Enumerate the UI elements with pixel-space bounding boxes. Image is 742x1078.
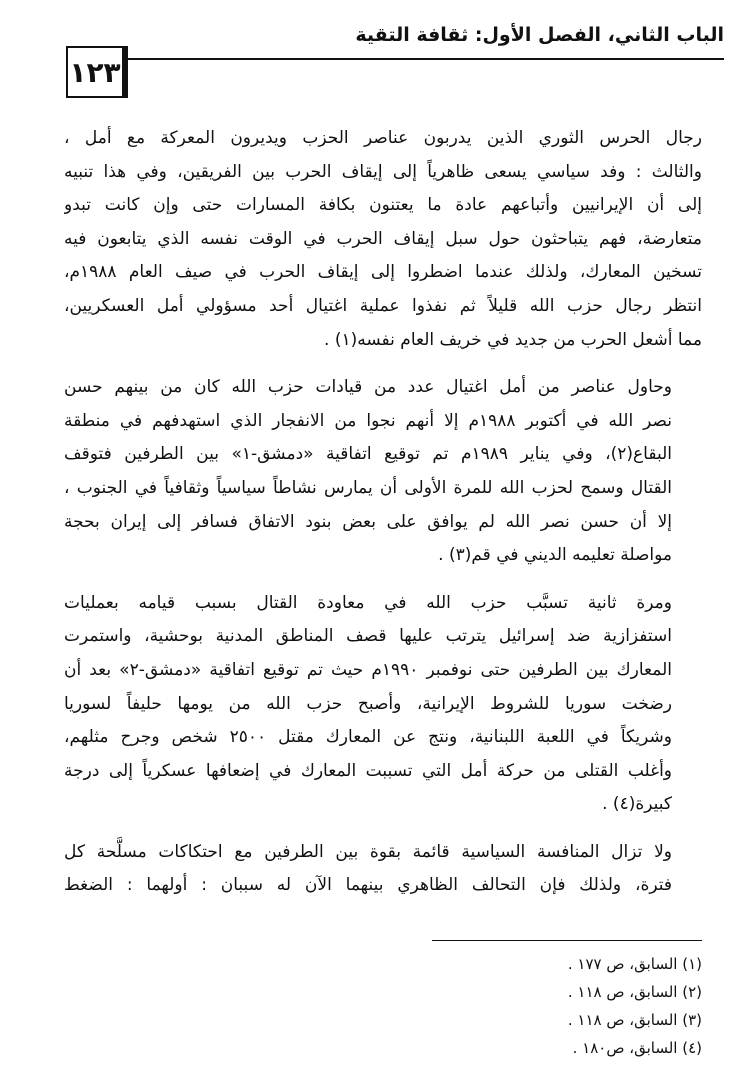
page-header [44,18,724,102]
footnotes [402,950,702,1062]
header-rule [122,58,724,60]
text-line: متعارضة، فهم يتباحثون حول سبل إيقاف الحرب في الوقت نفسه الذي يتابعون فيه [64,228,702,249]
running-title: الباب الثاني، الفصل الأول: ثقافة التقية [355,24,724,46]
text-line: إلى أن الإيرانيين وأتباعهم عادة ما يعتنون بكافة المسارات حتى وإن كانت تبدو [64,195,702,216]
text-line: المعارك بين الطرفين حتى نوفمبر ١٩٩٠م حيث تم توقيع اتفاقية «دمشق-٢» بعد أن [64,659,672,680]
text-line: نصر الله في أكتوبر ١٩٨٨م إلا أنهم نجوا من الانفجار الذي استهدفهم في منطقة [64,410,672,431]
text-line: مما أشعل الحرب من جديد في خريف العام نفسه(١) . [324,329,702,350]
text-line: استفزازية ضد إسرائيل يترتب عليها قصف المناطق المدنية بوحشية، واستمرت [64,626,672,647]
text-line: البقاع(٢)، وفي يناير ١٩٨٩م تم توقيع اتفاقية «دمشق-١» بين الطرفين فتوقف [64,444,672,465]
text-line: وحاول عناصر من أمل اغتيال عدد من قيادات حزب الله كان من بينهم حسن [64,377,672,398]
text-line: ومرة ثانية تسبَّب حزب الله في معاودة القتال بسبب قيامه بعمليات [64,592,672,613]
text-line: القتال وسمح لحزب الله للمرة الأولى أن يمارس نشاطاً سياسياً وثقافياً في الجنوب ، [64,477,672,498]
footnote-separator [432,940,702,941]
paragraph-1 [64,122,702,357]
footnote-2: (٢) السابق، ص ١١٨ . [567,983,702,1001]
paragraph-2 [64,371,702,573]
text-line: رجال الحرس الثوري الذين يدربون عناصر الحزب ويديرون المعركة مع أمل ، [64,128,702,148]
text-line: ولا تزال المنافسة السياسية قائمة بقوة بين الطرفين مع احتكاكات مسلَّحة كل [64,841,672,862]
text-line: وشريكاً في اللعبة اللبنانية، ونتج عن المعارك مقتل ٢٥٠٠ شخص وجرح مثلهم، [64,727,672,748]
text-line: إلا أن حسن نصر الله لم يوافق على بعض بنود الاتفاق فسافر إلى إيران بحجة [64,511,672,532]
text-line: تسخين المعارك، ولذلك عندما اضطروا إلى إيقاف الحرب في صيف العام ١٩٨٨م، [64,262,702,283]
text-line: والثالث : وفد سياسي يسعى ظاهرياً إلى إيقاف الحرب بين الفريقين، وفي هذا تنبيه [64,161,702,182]
paragraph-3 [64,587,702,822]
footnote-1: (١) السابق، ص ١٧٧ . [567,955,702,973]
text-line: رضخت سوريا للشروط الإيرانية، وأصبح حزب الله من يومها حليفاً لسوريا [64,693,672,714]
footnote-4: (٤) السابق، ص١٨٠ . [572,1039,702,1057]
text-line: وأغلب القتلى من حركة أمل التي تسببت المعارك في إضعافها عسكرياً إلى درجة [64,760,672,781]
footnote-3: (٣) السابق، ص ١١٨ . [567,1011,702,1029]
paragraph-4 [64,836,702,903]
text-line: مواصلة تعليمه الديني في قم(٣) . [438,545,672,566]
text-line: انتظر رجال حزب الله قليلاً ثم نفذوا عملية اغتيال أحد مسؤولي أمل العسكريين، [64,295,702,316]
text-line: فترة، ولذلك فإن التحالف الظاهري بينهما الآن له سببان : أولهما : الضغط [64,875,672,896]
page-number: ١٢٣ [69,55,121,89]
text-line: كبيرة(٤) . [602,794,672,815]
body-text [64,122,702,917]
page-number-box [66,46,128,98]
